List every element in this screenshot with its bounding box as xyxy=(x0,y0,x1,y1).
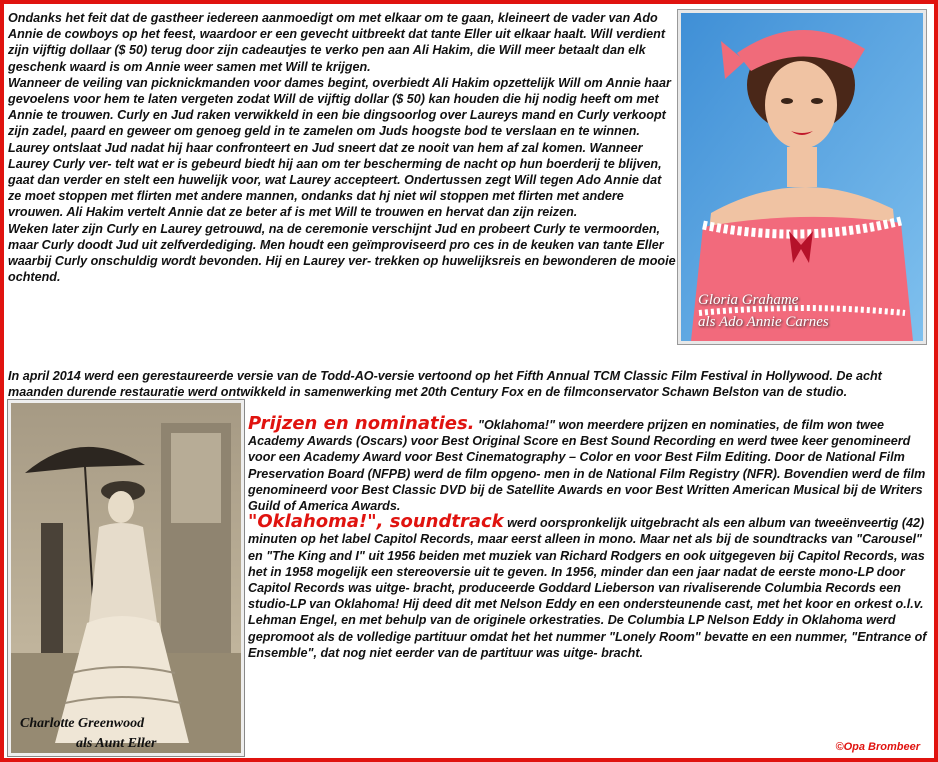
charlotte-caption-role: als Aunt Eller xyxy=(76,736,157,751)
paragraph-wedding: Weken later zijn Curly en Laurey getrouwd, na de ceremonie verschijnt Jud en probeert Curly te vermoorden, maar Curly doodt Jud uit zelfverdediging. Men houdt een geïmproviseerd pro ces in de keuken van tante Eller waarbij Curly onschuldig wordt bevonden. Hij en Laurey ver- trekken op huwelijksreis en bewonderen de mooie ochtend. xyxy=(8,221,676,285)
paragraph-auction: Wanneer de veiling van picknickmanden voor dames begint, overbiedt Ali Hakim opzettelijk Will om Annie haar gevoelens voor hem te laten vergeten zodat Will de vijftig dollar ($ 50) kan houden die hij nodig heeft om met Annie te trouwen. Curly en Jud raken verwikkeld in een bie dingsoorlog over Laureys mand en Curly verkoopt zijn zadel, paard en geweer om genoeg geld in te zamelen om Juds hoogste bod te verslaan en te winnen. Laurey ontslaat Jud nadat hij haar confronteert en Jud sneert dat ze nooit van hem af zal komen. Wanneer Laurey Curly ver- telt wat er is gebeurd biedt hij aan om ter bescherming de nacht op hun boerderij te blijven, gaat dan verder en stelt een huwelijk voor, wat Laurey accepteert. Ondertussen zegt Will tegen Ado Annie dat ze moet stoppen met flirten met andere mannen, ondanks dat hj niet wil stoppen met flirten met andere vrouwen. Ali Hakim vertelt Annie dat ze beter af is met Will te trouwen en hervat dan zijn reizen. xyxy=(8,75,671,220)
charlotte-portrait-illustration xyxy=(11,403,241,753)
charlotte-caption-name: Charlotte Greenwood xyxy=(20,716,145,731)
awards-soundtrack-block xyxy=(248,413,932,661)
paragraph-restoration: In april 2014 werd een gerestaureerde versie van de Todd-AO-versie vertoond op het Fifth Annual TCM Classic Film Festival in Hollywood. De acht maanden durende restauratie werd ontwikkeld in samenwerking met 20th Century Fox en de filmconservator Schawn Belston van de studio. xyxy=(8,369,882,400)
awards-text: "Oklahoma!" won meerdere prijzen en nominaties, de film won twee Academy Awards (Oscars) voor Best Original Score en Best Sound Recording en werd twee keer genomineerd voor een Academy Award voor Best Cinematography – Color en voor Best Film Editing. Door de National Film Preservation Board (NFPB) werd de film opgeno- men in de National Film Registry (NFR). Bovendien werd de film genomineerd voor Best Classic DVD bij de Satellite Awards en voor Best Written American Musical bij de Writers Guild of America Awards. xyxy=(248,418,926,514)
soundtrack-text: werd oorspronkelijk uitgebracht als een album van tweeënveertig (42) minuten op het label Capitol Records, maar eerst alleen in mono. Maar net als bij de soundtracks van "Carousel" en "The King and I" uit 1956 beiden met muziek van Richard Rodgers en ook uitgegeven bij Capitol Records, was het in 1958 mogelijk een stereoversie uit te geven. In 1956, minder dan een jaar nadat de eerste mono-LP door Capitol Records was uitge- bracht, produceerde Goddard Lieberson van rivaliserende Columbia Records een studio-LP van Oklahoma! Hij deed dit met Nelson Eddy en een ondersteunende cast, met het koor en orkest o.l.v. Lehman Engel, en met behulp van de originele orkestraties. De Columbia LP Nelson Eddy in Oklahoma werd gepromoot als de volledige partituur omdat het het nummer "Lonely Room" bevatte en een nummer, "Entrance of Ensemble", dat nog niet eerder van de partituur was uitge- bracht. xyxy=(248,516,927,660)
awards-heading: Prijzen en nominaties. xyxy=(248,413,475,434)
charlotte-greenwood-photo xyxy=(8,400,244,756)
copyright-credit: ©Opa Brombeer xyxy=(835,741,920,753)
soundtrack-heading: "Oklahoma!", soundtrack xyxy=(248,511,504,533)
paragraph-plot: Ondanks het feit dat de gastheer iedereen aanmoedigt om met elkaar om te gaan, kleineert de vader van Ado Annie de cowboys op het feest, waardoor er een gevecht uitbreekt dat tante Eller uit elkaar haalt. Will verdient zijn vijftig dollaar ($ 50) terug door zijn cadeautjes te verko pen aan Ali Hakim, die Will meer betaalt dan elk geschenk waard is om Annie weer samen met Will te krijgen. xyxy=(8,11,666,74)
gloria-caption-role: als Ado Annie Carnes xyxy=(698,314,829,330)
plot-text-block xyxy=(8,10,678,285)
gloria-caption-name: Gloria Grahame xyxy=(698,292,799,308)
